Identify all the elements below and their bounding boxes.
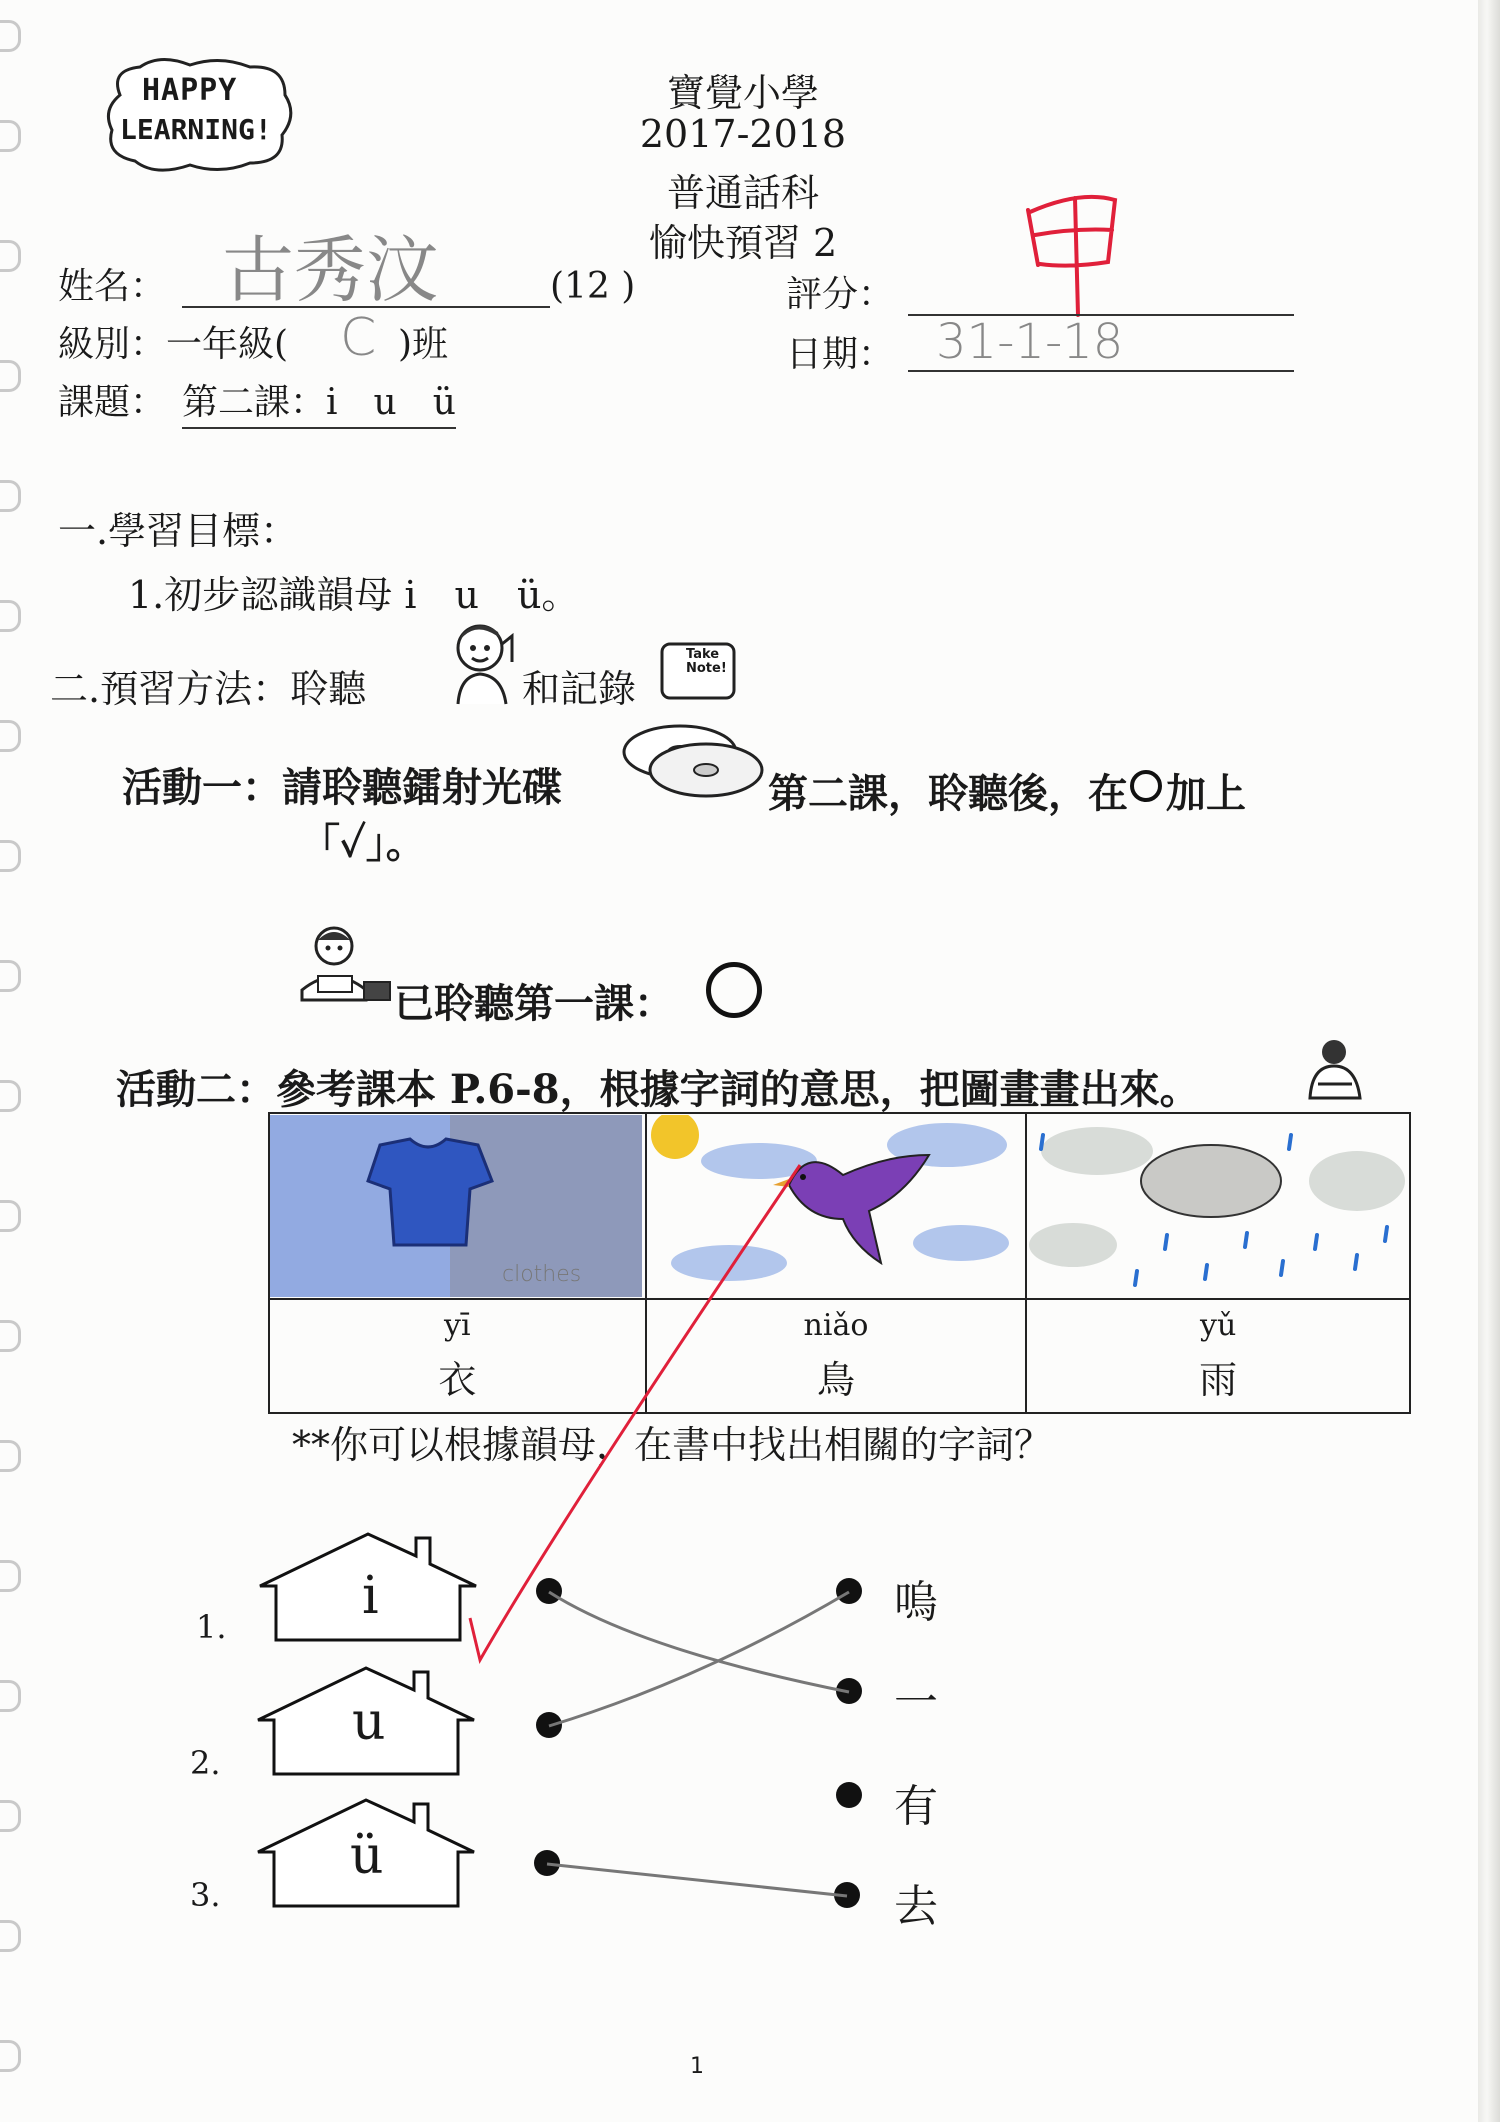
word-qu: 去 [894, 1881, 938, 1932]
word-yi: 一 [894, 1677, 938, 1728]
pinyin-niao: niǎo [803, 1308, 869, 1343]
section2-title: 二.預習方法：聆聽 [50, 667, 367, 711]
word-you: 有 [894, 1781, 938, 1832]
school-year: 2017-2018 [639, 112, 847, 156]
name-value: 古秀汶 [222, 228, 439, 312]
hanzi-yu: 雨 [1199, 1358, 1238, 1402]
class-label: 級別：一年級( [58, 324, 289, 365]
date-label: 日期： [786, 334, 895, 375]
activity1-text-c: 加上 [1166, 770, 1246, 817]
hanzi-niao: 鳥 [816, 1358, 855, 1402]
page-number: 1 [690, 2054, 704, 2079]
logo-line2: LEARNING! [120, 113, 272, 146]
house-num-3: 3. [190, 1876, 221, 1914]
activity1-text-b: 第二課，聆聽後，在 [768, 770, 1128, 817]
section1-title: 一.學習目標： [58, 509, 299, 553]
subject: 普通話科 [666, 171, 819, 215]
class-value: C [340, 308, 377, 368]
school-name: 寶覺小學 [666, 71, 819, 115]
section2-title-b: 和記錄 [522, 667, 637, 711]
listened-label: 已聆聽第一課： [394, 980, 674, 1027]
worksheet-title: 愉快預習 2 [648, 221, 838, 265]
house-letter-u-umlaut: ü [350, 1826, 384, 1886]
house-num-1: 1. [196, 1608, 227, 1646]
topic-value: 第二課：i u ü [182, 374, 456, 429]
house-letter-u: u [352, 1692, 386, 1752]
class-number: (12 ) [550, 266, 636, 307]
clothes-pencil-note: clothes [502, 1262, 582, 1287]
date-value: 31-1-18 [936, 314, 1124, 370]
pinyin-yu: yǔ [1200, 1308, 1237, 1343]
topic-label: 課題： [58, 382, 167, 423]
word-wu: 嗚 [894, 1577, 938, 1628]
logo-line1: HAPPY [142, 73, 238, 108]
activity1-text-d: 「✓」。 [300, 820, 426, 867]
class-suffix: )班 [398, 324, 449, 365]
pinyin-yi: yī [444, 1308, 471, 1343]
search-prompt: **你可以根據韻母，在書中找出相關的字詞？ [292, 1423, 1053, 1467]
hanzi-yi: 衣 [438, 1358, 477, 1402]
score-label: 評分： [786, 274, 895, 315]
activity2-text: 活動二：參考課本 P.6-8，根據字詞的意思，把圖畫畫出來。 [116, 1066, 1200, 1113]
objective-1: 1.初步認識韻母 i u ü。 [128, 573, 580, 617]
name-label: 姓名： [58, 266, 167, 307]
activity1-text-a: 活動一：請聆聽鐳射光碟 [122, 764, 562, 811]
house-num-2: 2. [190, 1744, 221, 1782]
take-note-text: Take Note! [686, 647, 727, 676]
house-letter-i: i [362, 1566, 379, 1626]
